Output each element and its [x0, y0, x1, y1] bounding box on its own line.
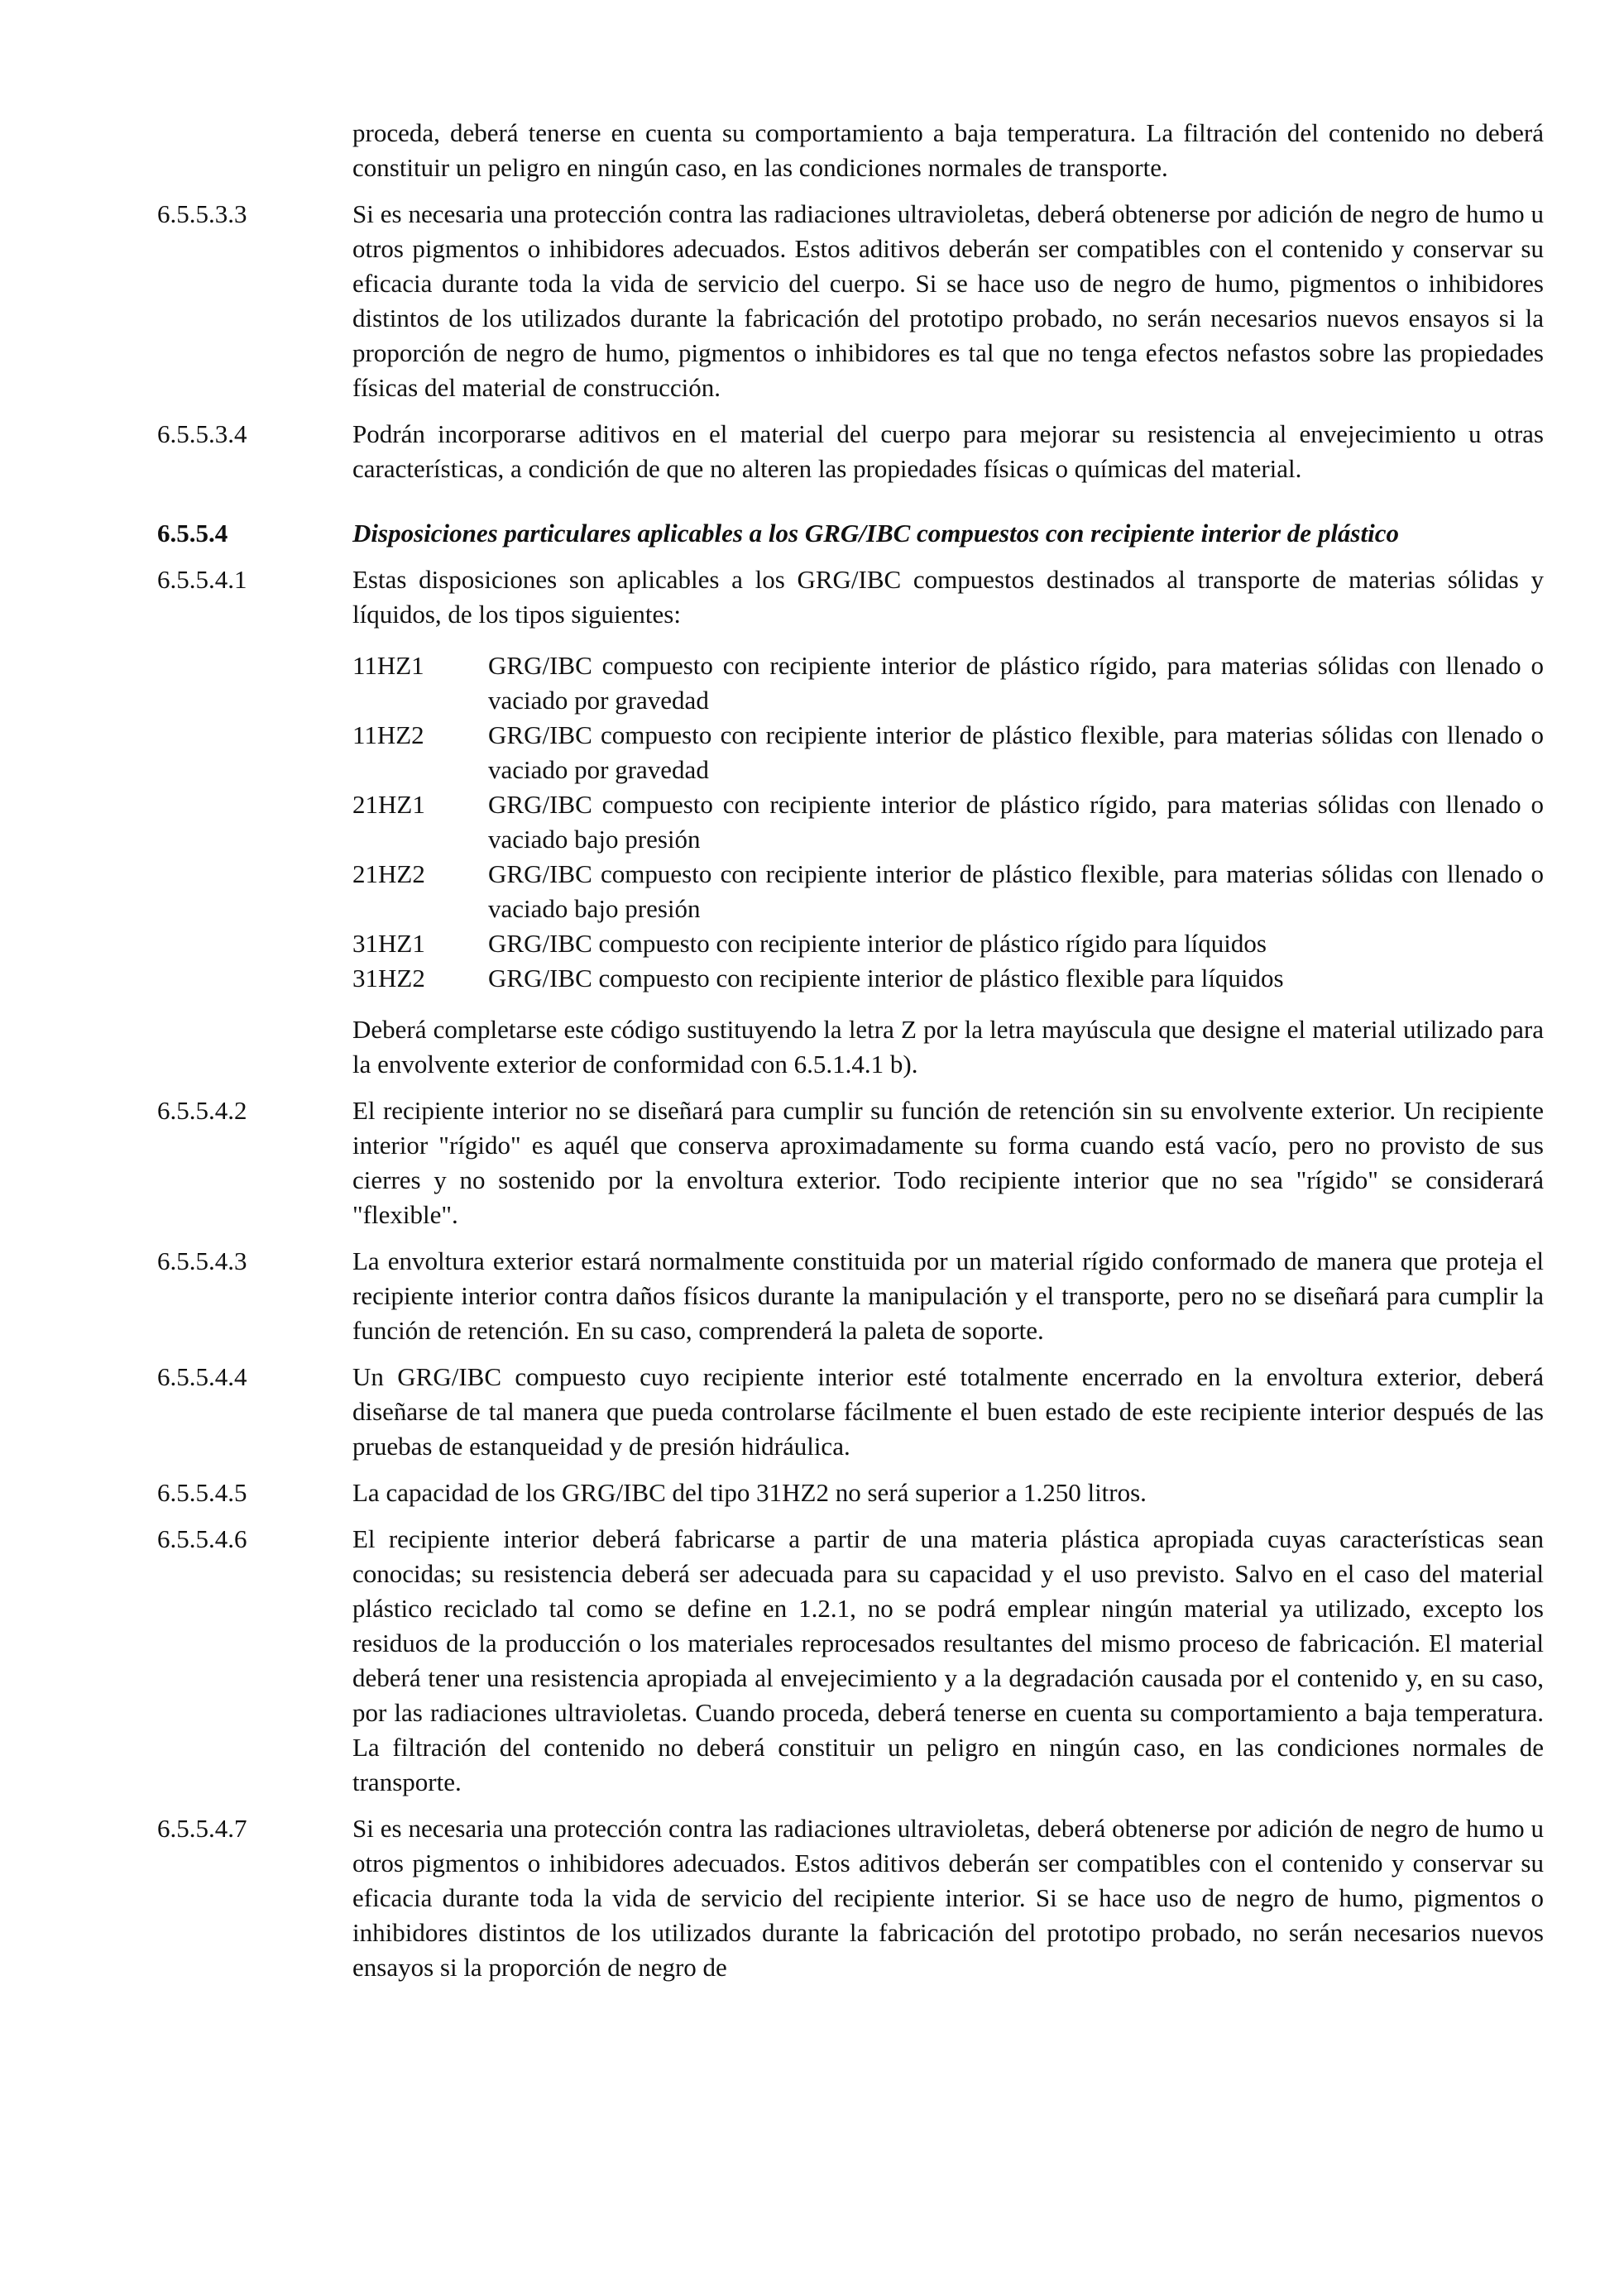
paragraph-text: Deberá completarse este código sustituyendo la letra Z por la letra mayúscula que designe el material utilizado para la envolvente exterior de conformidad con 6.5.1.4.1 b). — [352, 1015, 1544, 1079]
code-description: GRG/IBC compuesto con recipiente interior de plástico rígido, para materias sólidas con llenado o vaciado por gravedad — [488, 651, 1544, 715]
section-number: 6.5.5.3.3 — [157, 199, 247, 228]
paragraph-text: La envoltura exterior estará normalmente constituida por un material rígido conformado de manera que proteja el recipiente interior contra daños físicos durante la manipulación y el transporte, pero no se diseñará para cumplir la función de retención. En su caso, comprenderá la paleta de soporte. — [352, 1246, 1544, 1345]
code-id: 21HZ1 — [352, 790, 425, 819]
code-description: GRG/IBC compuesto con recipiente interior de plástico rígido, para materias sólidas con llenado o vaciado bajo presión — [488, 790, 1544, 854]
paragraph-text: Podrán incorporarse aditivos en el material del cuerpo para mejorar su resistencia al envejecimiento u otras características, a condición de que no alteren las propiedades físicas o químicas del material. — [352, 419, 1544, 483]
paragraph-6-5-5-4-7 — [157, 1811, 1544, 1985]
list-item — [352, 718, 1544, 787]
paragraph-text: El recipiente interior no se diseñará para cumplir su función de retención sin su envolvente exterior. Un recipiente interior "rígido" es aquél que conserva aproximadamente su forma cuando está vacío, pero no provisto de sus cierres y no sostenido por la envoltura exterior. Todo recipiente interior que no sea "rígido" se considerará "flexible". — [352, 1096, 1544, 1229]
paragraph-text: El recipiente interior deberá fabricarse a partir de una materia plástica apropiada cuyas características sean conocidas; su resistencia deberá ser adecuada para su capacidad y el uso previsto. Salvo en el caso del material plástico reciclado tal como se define en 1.2.1, no se podrá emplear ningún material ya utilizado, excepto los residuos de la producción o los materiales reprocesados resultantes del mismo proceso de fabricación. El material deberá tener una resistencia apropiada al envejecimiento y a la degradación causada por el contenido y, en su caso, por las radiaciones ultravioletas. Cuando proceda, deberá tenerse en cuenta su comportamiento a baja temperatura. La filtración del contenido no deberá constituir un peligro en ningún caso, en las condiciones normales de transporte. — [352, 1524, 1544, 1796]
code-id: 11HZ1 — [352, 651, 424, 680]
section-number: 6.5.5.3.4 — [157, 419, 247, 448]
code-id: 31HZ2 — [352, 964, 425, 993]
paragraph-text: Si es necesaria una protección contra las radiaciones ultravioletas, deberá obtenerse por adición de negro de humo u otros pigmentos o inhibidores adecuados. Estos aditivos deberán ser compatibles con el contenido y conservar su eficacia durante toda la vida de servicio del cuerpo. Si se hace uso de negro de humo, pigmentos o inhibidores distintos de los utilizados durante la fabricación del prototipo probado, no serán necesarios nuevos ensayos si la proporción de negro de humo, pigmentos o inhibidores es tal que no tenga efectos nefastos sobre las propiedades físicas del material de construcción. — [352, 199, 1544, 402]
section-title: Disposiciones particulares aplicables a los GRG/IBC compuestos con recipiente interior de plástico — [352, 519, 1399, 548]
code-description: GRG/IBC compuesto con recipiente interior de plástico rígido para líquidos — [488, 929, 1267, 958]
section-number: 6.5.5.4.5 — [157, 1478, 247, 1507]
paragraph-continuation — [157, 116, 1544, 185]
section-heading-6-5-5-4 — [157, 516, 1544, 551]
section-number: 6.5.5.4.7 — [157, 1814, 247, 1843]
document-page — [157, 116, 1544, 1985]
code-description: GRG/IBC compuesto con recipiente interior de plástico flexible para líquidos — [488, 964, 1284, 993]
code-description: GRG/IBC compuesto con recipiente interior de plástico flexible, para materias sólidas con llenado o vaciado bajo presión — [488, 859, 1544, 923]
ibc-code-list — [352, 648, 1544, 996]
paragraph-text: proceda, deberá tenerse en cuenta su comportamiento a baja temperatura. La filtración del contenido no deberá constituir un peligro en ningún caso, en las condiciones normales de transporte. — [352, 118, 1544, 182]
paragraph-6-5-5-4-3 — [157, 1244, 1544, 1348]
section-number: 6.5.5.4 — [157, 519, 228, 548]
section-number: 6.5.5.4.6 — [157, 1524, 247, 1553]
paragraph-text: La capacidad de los GRG/IBC del tipo 31HZ2 no será superior a 1.250 litros. — [352, 1478, 1147, 1507]
paragraph-6-5-5-4-2 — [157, 1093, 1544, 1232]
list-item — [352, 787, 1544, 857]
code-id: 21HZ2 — [352, 859, 425, 888]
code-id: 31HZ1 — [352, 929, 425, 958]
list-item — [352, 926, 1544, 961]
paragraph-text: Estas disposiciones son aplicables a los GRG/IBC compuestos destinados al transporte de materias sólidas y líquidos, de los tipos siguientes: — [352, 565, 1544, 629]
codes-note — [157, 1012, 1544, 1082]
code-description: GRG/IBC compuesto con recipiente interior de plástico flexible, para materias sólidas con llenado o vaciado por gravedad — [488, 720, 1544, 784]
section-number: 6.5.5.4.3 — [157, 1246, 247, 1275]
section-number: 6.5.5.4.2 — [157, 1096, 247, 1125]
paragraph-6-5-5-4-1 — [157, 562, 1544, 632]
paragraph-6-5-5-4-6 — [157, 1522, 1544, 1800]
section-number: 6.5.5.4.1 — [157, 565, 247, 594]
paragraph-text: Si es necesaria una protección contra las radiaciones ultravioletas, deberá obtenerse por adición de negro de humo u otros pigmentos o inhibidores adecuados. Estos aditivos deberán ser compatibles con el contenido y conservar su eficacia durante toda la vida de servicio del recipiente interior. Si se hace uso de negro de humo, pigmentos o inhibidores distintos de los utilizados durante la fabricación del prototipo probado, no serán necesarios nuevos ensayos si la proporción de negro de — [352, 1814, 1544, 1982]
section-number: 6.5.5.4.4 — [157, 1362, 247, 1391]
paragraph-text: Un GRG/IBC compuesto cuyo recipiente interior esté totalmente encerrado en la envoltura exterior, deberá diseñarse de tal manera que pueda controlarse fácilmente el buen estado de este recipiente interior después de las pruebas de estanqueidad y de presión hidráulica. — [352, 1362, 1544, 1461]
list-item — [352, 648, 1544, 718]
paragraph-6-5-5-3-3 — [157, 197, 1544, 405]
list-item — [352, 857, 1544, 926]
code-id: 11HZ2 — [352, 720, 424, 749]
paragraph-6-5-5-3-4 — [157, 417, 1544, 486]
paragraph-6-5-5-4-4 — [157, 1360, 1544, 1464]
paragraph-6-5-5-4-5 — [157, 1476, 1544, 1510]
list-item — [352, 961, 1544, 996]
